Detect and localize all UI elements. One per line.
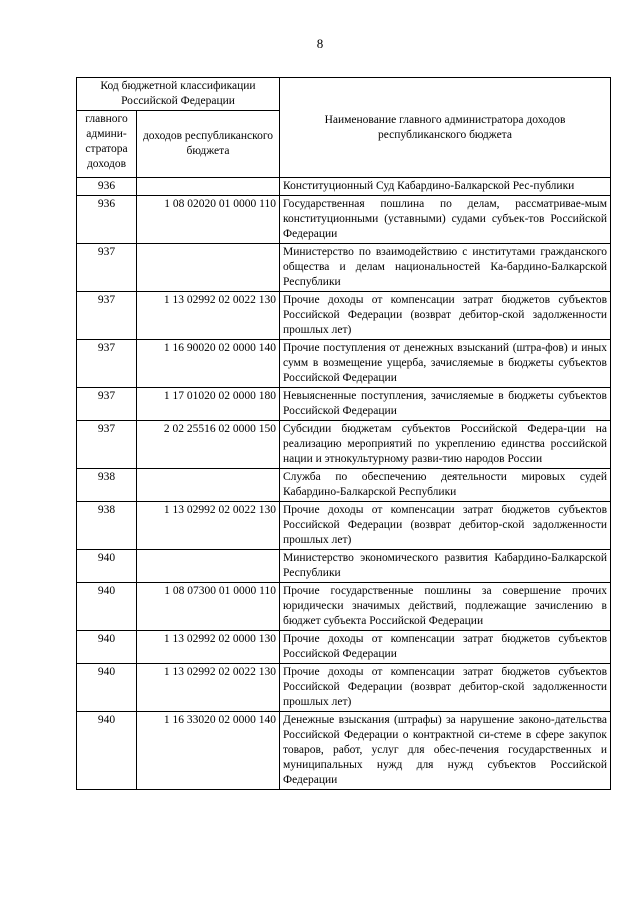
administrator-name-cell: Министерство по взаимодействию с институтами гражданского общества и делам национальностей Ка-бардино-Балкарской Республики [280, 244, 611, 292]
admin-code-cell: 938 [77, 502, 137, 550]
header-administrator-name: Наименование главного администратора доходов республиканского бюджета [280, 78, 611, 178]
table-row [77, 550, 611, 583]
income-code-cell: 1 13 02992 02 0022 130 [137, 292, 280, 340]
table-row [77, 340, 611, 388]
administrator-name-cell: Невыясненные поступления, зачисляемые в бюджеты субъектов Российской Федерации [280, 388, 611, 421]
administrator-name-cell: Служба по обеспечению деятельности мировых судей Кабардино-Балкарской Республики [280, 469, 611, 502]
budget-classification-table [76, 77, 611, 790]
admin-code-cell: 937 [77, 340, 137, 388]
page-number: 8 [316, 36, 324, 51]
administrator-name-cell: Денежные взыскания (штрафы) за нарушение законо-дательства Российской Федерации о контрактной си-стеме в сфере закупок товаров, работ, услуг для обес-печения государственных и муниципальных нужд для нужд субъектов Российской Федерации [280, 712, 611, 790]
administrator-name-cell: Прочие государственные пошлины за совершение прочих юридически значимых действий, подлежащие зачислению в бюджет субъекта Российской Федерации [280, 583, 611, 631]
table-row [77, 178, 611, 196]
income-code-cell: 1 13 02992 02 0000 130 [137, 631, 280, 664]
table-row [77, 583, 611, 631]
administrator-name-cell: Конституционный Суд Кабардино-Балкарской Рес-публики [280, 178, 611, 196]
income-code-cell [137, 469, 280, 502]
income-code-cell: 1 13 02992 02 0022 130 [137, 502, 280, 550]
admin-code-cell: 940 [77, 631, 137, 664]
table-row [77, 421, 611, 469]
administrator-name-cell: Прочие поступления от денежных взысканий (штра-фов) и иных сумм в возмещение ущерба, зачисляемые в бюджеты субъектов Российской Федерации [280, 340, 611, 388]
income-code-cell [137, 244, 280, 292]
admin-code-cell: 940 [77, 550, 137, 583]
administrator-name-cell: Государственная пошлина по делам, рассматривае-мым конституционными (уставными) судами субъек-тов Российской Федерации [280, 196, 611, 244]
admin-code-cell: 938 [77, 469, 137, 502]
admin-code-cell: 936 [77, 178, 137, 196]
table-row [77, 664, 611, 712]
table-row [77, 502, 611, 550]
admin-code-cell: 937 [77, 292, 137, 340]
admin-code-cell: 937 [77, 421, 137, 469]
income-code-cell [137, 550, 280, 583]
header-republic-budget-income: доходов республиканского бюджета [137, 111, 280, 178]
administrator-name-cell: Прочие доходы от компенсации затрат бюджетов субъектов Российской Федерации [280, 631, 611, 664]
table-row [77, 712, 611, 790]
administrator-name-cell: Министерство экономического развития Кабардино-Балкарской Республики [280, 550, 611, 583]
income-code-cell: 1 16 33020 02 0000 140 [137, 712, 280, 790]
income-code-cell: 2 02 25516 02 0000 150 [137, 421, 280, 469]
header-classification-code: Код бюджетной классификации Российской Федерации [77, 78, 280, 111]
income-code-cell: 1 16 90020 02 0000 140 [137, 340, 280, 388]
table-row [77, 388, 611, 421]
income-code-cell: 1 13 02992 02 0022 130 [137, 664, 280, 712]
administrator-name-cell: Прочие доходы от компенсации затрат бюджетов субъектов Российской Федерации (возврат дебитор-ской задолженности прошлых лет) [280, 502, 611, 550]
table-row [77, 292, 611, 340]
admin-code-cell: 940 [77, 712, 137, 790]
income-code-cell: 1 17 01020 02 0000 180 [137, 388, 280, 421]
header-main-administrator: главного админи-стратора доходов [77, 111, 137, 178]
income-code-cell [137, 178, 280, 196]
table-row [77, 196, 611, 244]
income-code-cell: 1 08 07300 01 0000 110 [137, 583, 280, 631]
admin-code-cell: 937 [77, 388, 137, 421]
admin-code-cell: 936 [77, 196, 137, 244]
administrator-name-cell: Прочие доходы от компенсации затрат бюджетов субъектов Российской Федерации (возврат дебитор-ской задолженности прошлых лет) [280, 664, 611, 712]
admin-code-cell: 940 [77, 664, 137, 712]
table-row [77, 469, 611, 502]
table-row [77, 631, 611, 664]
administrator-name-cell: Прочие доходы от компенсации затрат бюджетов субъектов Российской Федерации (возврат дебитор-ской задолженности прошлых лет) [280, 292, 611, 340]
table-row [77, 244, 611, 292]
income-code-cell: 1 08 02020 01 0000 110 [137, 196, 280, 244]
admin-code-cell: 940 [77, 583, 137, 631]
admin-code-cell: 937 [77, 244, 137, 292]
administrator-name-cell: Субсидии бюджетам субъектов Российской Федера-ции на реализацию мероприятий по укреплению единства российской нации и этнокультурному разви-тию народов России [280, 421, 611, 469]
